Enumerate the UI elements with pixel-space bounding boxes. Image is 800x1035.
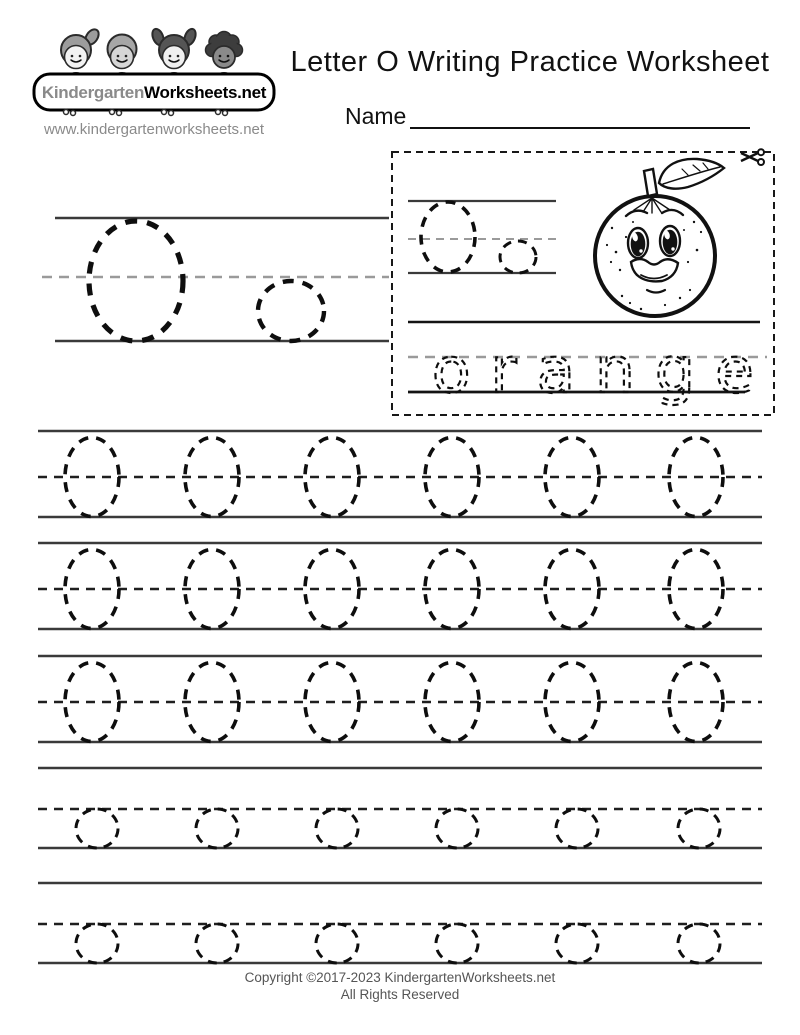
trace-letter-o: [196, 924, 238, 963]
right-eye: [660, 226, 680, 256]
copyright-text: Copyright ©2017-2023 KindergartenWorksheets.net: [244, 970, 556, 985]
page-title: Letter O Writing Practice Worksheet: [290, 46, 770, 78]
trace-letter-o: [436, 924, 478, 963]
trace-letter-o: [76, 809, 118, 848]
orange-leaf: [659, 159, 724, 189]
orange-stem: [644, 169, 657, 196]
trace-letter-o: [196, 809, 238, 848]
practice-row-uppercase: [38, 543, 762, 629]
name-label: Name: [345, 103, 407, 129]
orange-body: [595, 196, 715, 316]
trace-letter-o: [556, 924, 598, 963]
practice-row-lowercase: [38, 768, 762, 848]
example-card: [392, 149, 774, 415]
practice-row-uppercase: [38, 656, 762, 742]
orange-image: [595, 159, 724, 316]
trace-letter-o: [678, 809, 720, 848]
trace-letter-o: [316, 809, 358, 848]
trace-letter-o: [76, 924, 118, 963]
trace-letter-o: [678, 924, 720, 963]
rights-text: All Rights Reserved: [340, 987, 460, 1002]
practice-row-lowercase: [38, 883, 762, 963]
trace-word-orange: orange: [432, 334, 774, 407]
practice-row-uppercase: [38, 431, 762, 517]
logo-wordmark: KindergartenWorksheets.net: [41, 83, 267, 102]
left-eye: [628, 228, 648, 258]
card-trace-letter-O: [421, 202, 475, 272]
card-trace-letter-o: [500, 241, 536, 273]
trace-letter-o-large: [258, 281, 324, 341]
trace-letter-O-large: [89, 221, 183, 341]
trace-letter-o: [436, 809, 478, 848]
trace-letter-o: [556, 809, 598, 848]
trace-letter-o: [316, 924, 358, 963]
left-example-area: [42, 218, 389, 341]
practice-rows: [38, 431, 762, 963]
footer: [0, 970, 800, 1002]
website-url: www.kindergartenworksheets.net: [43, 121, 265, 138]
